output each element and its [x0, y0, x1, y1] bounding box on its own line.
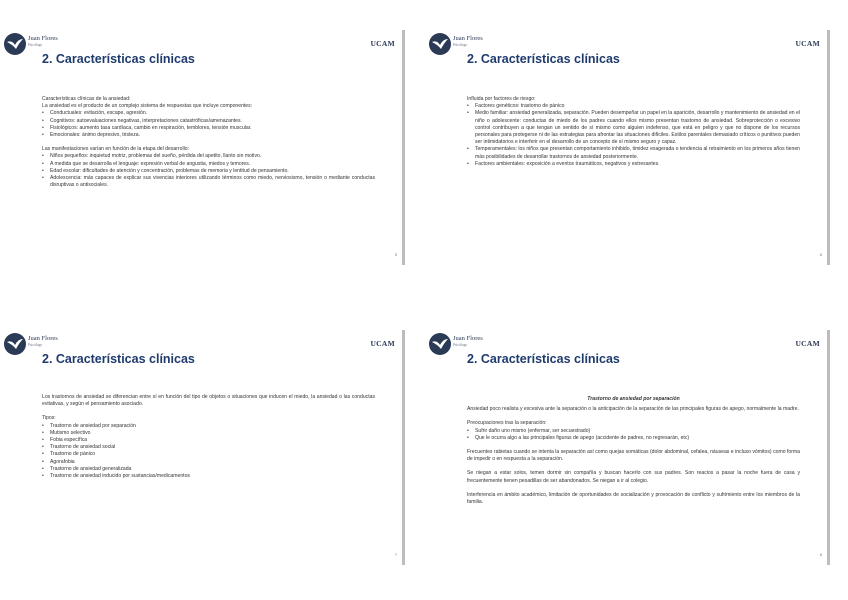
- list-item: • Edad escolar: dificultades de atención y concentración, problemas de memoria y lentitud de pensamiento.: [42, 168, 375, 175]
- list-item: • Que le ocurra algo a las principales figuras de apego (accidente de padres, no regresarán, etc): [467, 435, 800, 442]
- brand: Juan Flores Psicólogo: [453, 335, 483, 347]
- list-item: • Trastorno de ansiedad social: [42, 444, 375, 451]
- worry-list: [467, 428, 800, 442]
- list-item: • Agorafobia: [42, 459, 375, 466]
- component-list: [42, 110, 375, 139]
- list-item: • A medida que se desarrolla el lenguaje: expresión verbal de angustia, miedos y temores.: [42, 161, 375, 168]
- list-item: • Conductuales: evitación, escape, agresión.: [42, 110, 375, 117]
- list-item: • Medio familiar: ansiedad generalizada, separación. Pueden desempeñar un papel en la aparición, desarrollo y mantenimiento de ansiedad en el niño o adolescente: conductas de miedo de los padres cuando ellos mismo presentan trastorno de ansiedad. Sobreprotección o excesivo control contribuyen a que tengan un sentido de sí mismo como alguien indefenso, que está en peligro y que no dispone de los recursos personales para protegerse ni de las estrategias para afrontar las situaciones difíciles. Estilos parentales demasiado críticos o punitivos pueden ser intimidatorios e interferir en el desarrollo de un concepto de sí mismo seguro y capaz.: [467, 110, 800, 146]
- slide-3[interactable]: [0, 330, 405, 565]
- section-heading: Trastorno de ansiedad por separación: [587, 396, 680, 402]
- list-item: • Adolescencia: más capaces de explicar sus vivencias interiores utilizando términos como miedo, nerviosismo, tensión o mediante conductas disruptivas o antisociales.: [42, 175, 375, 189]
- list-item: • Fobia específica: [42, 437, 375, 444]
- list-item: • Sufrir daño uno mismo (enfermar, ser secuestrado): [467, 428, 800, 435]
- slide-edge: [402, 30, 405, 265]
- ucam-logo: UCAM: [795, 339, 820, 348]
- slide-title: 2. Características clínicas: [42, 352, 195, 366]
- ucam-logo: UCAM: [370, 39, 395, 48]
- list-item: • Factores genéticos: trastorno de pánico: [467, 103, 800, 110]
- list-item: • Niños pequeños: inquietud motriz, problemas del sueño, pérdida del apetito, llanto sin motivo.: [42, 153, 375, 160]
- slide-edge: [827, 330, 830, 565]
- slide-edge: [402, 330, 405, 565]
- slide-2[interactable]: [425, 30, 830, 265]
- list-item: • Cognitivos: autoevaluaciones negativas, interpretaciones catastróficas/amenazantes.: [42, 118, 375, 125]
- brand: Juan Flores Psicólogo: [453, 35, 483, 47]
- page-number: 7: [394, 552, 397, 557]
- bird-logo-icon: [429, 333, 451, 355]
- bird-logo-icon: [429, 33, 451, 55]
- list-item: • Fisiológicos: aumento tasa cardíaca, cambio en respiración, temblores, tensión muscular.: [42, 125, 375, 132]
- brand: Juan Flores Psicólogo: [28, 35, 58, 47]
- slide-body: Influida por factores de riesgo: • Factores genéticos: trastorno de pánico • Medio familiar: ansiedad generalizada, separación. Pueden desempeñar un papel en la aparición, desarrollo y mantenimiento de ansiedad en el niño o adolescente: conductas de miedo de los padres cuando ellos mismo presentan trastorno de ansiedad. Sobreprotección o excesivo control contribuyen a que tengan un sentido de sí mismo como alguien indefenso, que está en peligro y que no dispone de los recursos personales para protegerse ni de las estrategias para afrontar las situaciones difíciles. Estilos parentales demasiado críticos o punitivos pueden ser intimidatorios e interferir en el desarrollo de un concepto de sí mismo seguro y capaz. • Temperamentales: los niños que presentan comportamiento inhibido, timidez exagerada o tendencia al retraimiento en los primeros años tienen más posibilidades de desarrollar trastornos de ansiedad posteriormente. • Factores ambientales: exposición a eventos traumáticos, negativos y estresantes.: [467, 96, 800, 168]
- slide-body: Trastorno de ansiedad por separación Ansiedad poco realista y excesiva ante la separación o la anticipación de la separación de las principales figuras de apego, normalmente la madre. Preocupaciones tras la separación: • Sufrir daño uno mismo (enfermar, ser secuestrado) • Que le ocurra algo a las principales figuras de apego (accidente de padres, no regresarán, etc) Frecuentes rabietas cuando se intenta la separación así como quejas somáticas (dolor abdominal, cefalea, náuseas e incluso vómitos) como forma de impedir o en respuesta a la separación. Se niegan a estar solos, temen dormir sin compañía y buscan hacerlo con sus padres. Son reacios a pasar la noche fuera de casa y frecuentemente tienen pesadillas de ser abandonados. Se niegan a ir al colegio. Interferencia en ámbito académico, limitación de oportunidades de socialización y provocación de conflicto y sufrimiento entre los miembros de la familia.: [467, 396, 800, 506]
- list-item: • Mutismo selectivo: [42, 430, 375, 437]
- slide-title: 2. Características clínicas: [467, 52, 620, 66]
- ucam-logo: UCAM: [795, 39, 820, 48]
- bird-logo-icon: [4, 333, 26, 355]
- list-item: • Emocionales: ánimo depresivo, tristeza.: [42, 132, 375, 139]
- slide-body: Los trastornos de ansiedad se diferencian entre sí en función del tipo de objetos o situaciones que inducen el miedo, la ansiedad o las conductas evitativas, y según el pensamiento asociado. Tipos: • Trastorno de ansiedad por separación • Mutismo selectivo • Fobia específica • Trastorno de ansiedad social • Trastorno de pánico • Agorafobia • Trastorno de ansiedad generalizada • Trastorno de ansiedad inducido por sustancias/medicamentos: [42, 394, 375, 480]
- list-item: • Trastorno de ansiedad inducido por sustancias/medicamentos: [42, 473, 375, 480]
- disorder-type-list: [42, 423, 375, 481]
- page-number: 5: [394, 252, 397, 257]
- slide-edge: [827, 30, 830, 265]
- ucam-logo: UCAM: [370, 339, 395, 348]
- slide-body: Características clínicas de la ansiedad: La ansiedad es el producto de un complejo sistema de respuestas que incluye componentes: • Conductuales: evitación, escape, agresión. • Cognitivos: autoevaluaciones negativas, interpretaciones catastróficas/amenazantes. • Fisiológicos: aumento tasa cardíaca, cambio en respiración, temblores, tensión muscular. • Emocionales: ánimo depresivo, tristeza. Las manifestaciones varían en función de la etapa del desarrollo: • Niños pequeños: inquietud motriz, problemas del sueño, pérdida del apetito, llanto sin motivo. • A medida que se desarrolla el lenguaje: expresión verbal de angustia, miedos y temores. • Edad escolar: dificultades de atención y concentración, problemas de memoria y lentitud de pensamiento. • Adolescencia: más capaces de explicar sus vivencias interiores utilizando términos como miedo, nerviosismo, tensión o mediante conductas disruptivas o antisociales.: [42, 96, 375, 189]
- slide-4[interactable]: [425, 330, 830, 565]
- list-item: • Factores ambientales: exposición a eventos traumáticos, negativos y estresantes.: [467, 161, 800, 168]
- list-item: • Trastorno de ansiedad por separación: [42, 423, 375, 430]
- page-number: 8: [819, 552, 822, 557]
- development-list: [42, 153, 375, 189]
- slide-title: 2. Características clínicas: [42, 52, 195, 66]
- bird-logo-icon: [4, 33, 26, 55]
- brand: Juan Flores Psicólogo: [28, 335, 58, 347]
- slide-title: 2. Características clínicas: [467, 352, 620, 366]
- page-number: 6: [819, 252, 822, 257]
- list-item: • Temperamentales: los niños que presentan comportamiento inhibido, timidez exagerada o tendencia al retraimiento en los primeros años tienen más posibilidades de desarrollar trastornos de ansiedad posteriormente.: [467, 146, 800, 160]
- list-item: • Trastorno de ansiedad generalizada: [42, 466, 375, 473]
- list-item: • Trastorno de pánico: [42, 451, 375, 458]
- risk-factor-list: [467, 103, 800, 168]
- slide-1[interactable]: [0, 30, 405, 265]
